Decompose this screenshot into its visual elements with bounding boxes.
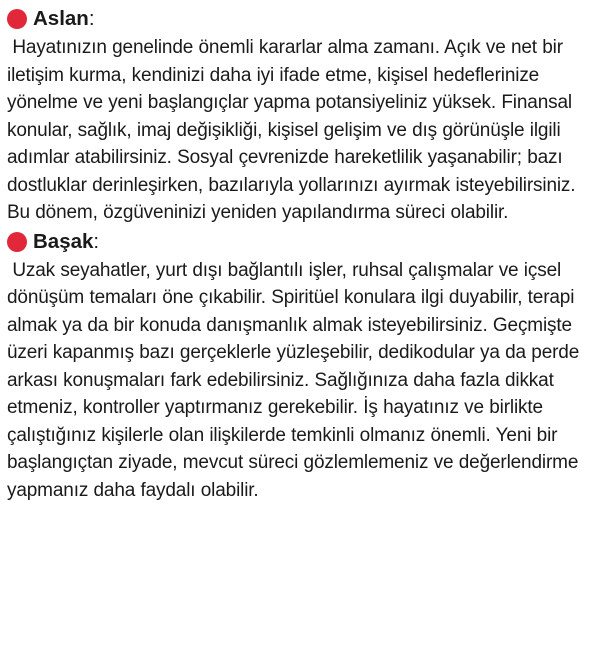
red-circle-icon [7, 232, 27, 252]
heading-colon: : [93, 229, 100, 253]
heading-colon: : [88, 7, 95, 30]
section-text [7, 34, 597, 227]
red-circle-icon [7, 9, 27, 29]
section-text [7, 257, 597, 505]
sign-name: Başak [33, 229, 94, 253]
section-aslan [7, 4, 597, 227]
section-text-content: Hayatınızın genelinde önemli kararlar alma zamanı. Açık ve net bir iletişim kurma, kendinizi daha iyi ifade etme, kişisel hedeflerinize yönelme ve yeni başlangıçlar yapma potansiyeliniz yüksek. Finansal konular, sağlık, imaj değişikliği, kişisel gelişim ve dış görünüşle ilgili adımlar atabilirsiniz. Sosyal çevrenizde hareketlilik yaşanabilir; bazı dostluklar derinleşirken, bazılarıyla yollarınızı ayırmak isteyebilirsiniz. Bu dönem, özgüveninizi yeniden yapılandırma süreci olabilir. [7, 37, 576, 223]
section-text-content: Uzak seyahatler, yurt dışı bağlantılı işler, ruhsal çalışmalar ve içsel dönüşüm temaları öne çıkabilir. Spiritüel konulara ilgi duyabilir, terapi almak ya da bir konuda danışmanlık almak isteyebilirsiniz. Geçmişte üzeri kapanmış bazı gerçeklerle yüzleşebilir, dedikodular ya da perde arkası konuşmaları fark edebilirsiniz. Sağlığınıza daha fazla dikkat etmeniz, kontroller yaptırmanız gerekebilir. İş hayatınız ve birlikte çalıştığınız kişilerle olan ilişkilerde temkinli olmanız önemli. Yeni bir başlangıçtan ziyade, mevcut süreci gözlemlemeniz ve değerlendirme yapmanız daha faydalı olabilir. [7, 259, 580, 501]
section-heading [7, 4, 597, 34]
section-basak [7, 227, 597, 505]
sign-name: Aslan [33, 7, 89, 30]
section-heading [7, 227, 597, 257]
